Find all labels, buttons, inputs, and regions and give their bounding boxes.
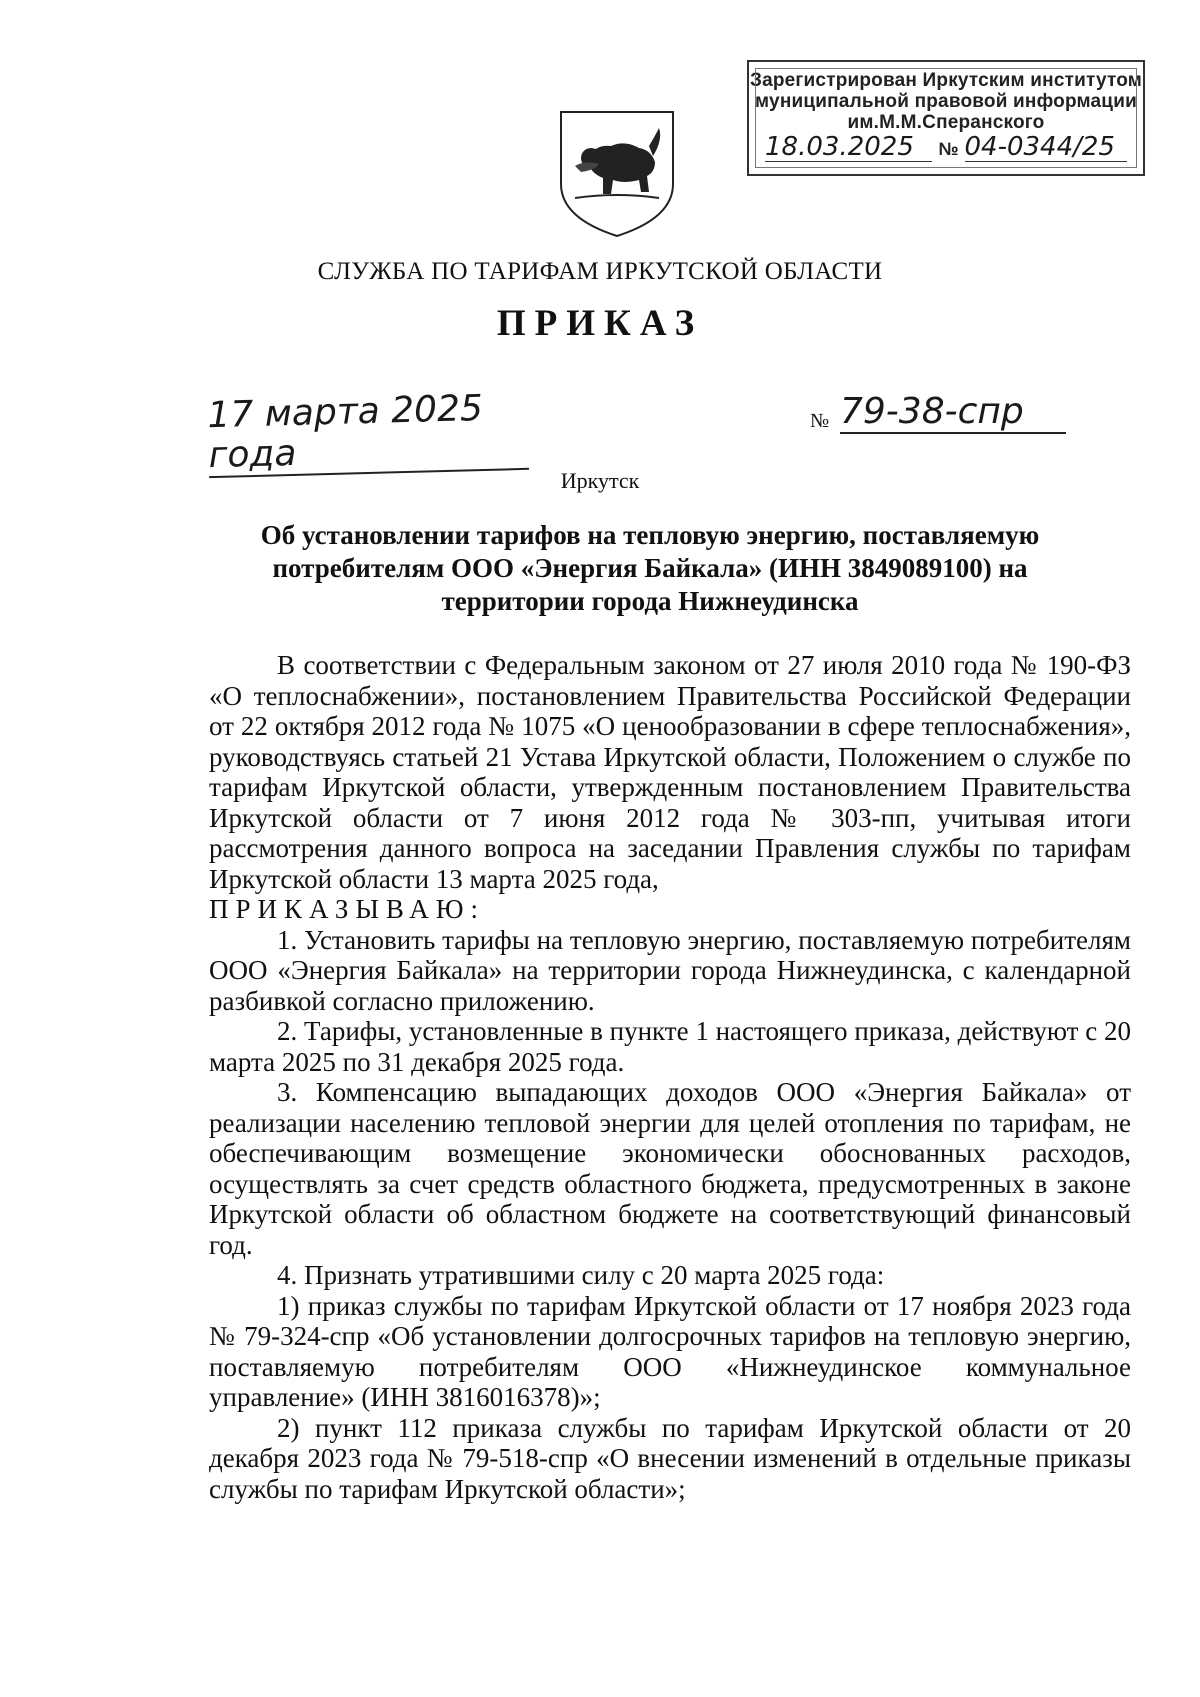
body-subitem-2: 2) пункт 112 приказа службы по тарифам Иркутской области от 20 декабря 2023 года № 79-518-спр «О внесении изменений в отдельные приказы службы по тарифам Иркутской области»; — [209, 1412, 1131, 1504]
city: Иркутск — [560, 468, 640, 493]
registration-stamp — [747, 60, 1145, 176]
body-item-1: 1. Установить тарифы на тепловую энергию, поставляемую потребителям ООО «Энергия Байкала» на территории города Нижнеудинска, с календарной разбивкой согласно приложению. — [209, 924, 1131, 1016]
order-number: 79-38-спр — [840, 392, 1066, 434]
body-item-4: 4. Признать утратившими силу с 20 марта 2025 года: — [277, 1260, 885, 1290]
body-item-2: 2. Тарифы, установленные в пункте 1 настоящего приказа, действуют с 20 марта 2025 по 31 декабря 2025 года. — [209, 1016, 1131, 1077]
document-type: ПРИКАЗ — [496, 303, 704, 344]
stamp-line-3: им.М.М.Сперанского — [847, 112, 1045, 133]
organization-name: СЛУЖБА ПО ТАРИФАМ ИРКУТСКОЙ ОБЛАСТИ — [317, 258, 883, 285]
stamp-number-label: № — [938, 139, 959, 159]
body-item-3: 3. Компенсацию выпадающих доходов ООО «Энергия Байкала» от реализации населению тепловой энергии для целей отопления по тарифам, не обеспечивающим возмещение экономически обоснованных расходов, осуществлять за счет средств областного бюджета, предусмотренных в законе Иркутской области об областном бюджете на соответствующий финансовый год. — [209, 1077, 1131, 1260]
document-title: Об установлении тарифов на тепловую энергию, поставляемую потребителям ООО «Энергия Байкала» (ИНН 3849089100) на территории города Нижнеудинска — [260, 520, 1040, 616]
stamp-line-1: Зарегистрирован Иркутским институтом — [749, 70, 1143, 91]
stamp-registration-row — [765, 132, 1127, 162]
order-date: 17 марта 2025 года — [207, 388, 529, 478]
document-body — [209, 650, 1131, 1504]
order-number-label: № — [810, 410, 830, 432]
stamp-line-2: муниципальной правовой информации — [755, 91, 1137, 112]
order-word: ПРИКАЗЫВАЮ: — [209, 894, 485, 924]
body-subitem-1: 1) приказ службы по тарифам Иркутской области от 17 ноября 2023 года № 79-324-спр «Об установлении долгосрочных тарифов на тепловую энергию, поставляемую потребителям ООО «Нижнеудинское коммунальное управление» (ИНН 3816016378)»; — [209, 1290, 1131, 1412]
stamp-registration-number: 04-0344/25 — [965, 133, 1128, 162]
coat-of-arms-icon — [555, 106, 679, 242]
stamp-registration-date: 18.03.2025 — [765, 133, 932, 162]
preamble-paragraph: В соответствии с Федеральным законом от 27 июля 2010 года № 190-ФЗ «О теплоснабжении», постановлением Правительства Российской Федерации от 22 октября 2012 года № 1075 «О ценообразовании в сфере теплоснабжения», руководствуясь статьей 21 Устава Иркутской области, Положением о службе по тарифам Иркутской области, утвержденным постановлением Правительства Иркутской области от 7 июня 2012 года № 303-пп, учитывая итоги рассмотрения данного вопроса на заседании Правления службы по тарифам Иркутской области 13 марта 2025 года, — [209, 650, 1131, 894]
